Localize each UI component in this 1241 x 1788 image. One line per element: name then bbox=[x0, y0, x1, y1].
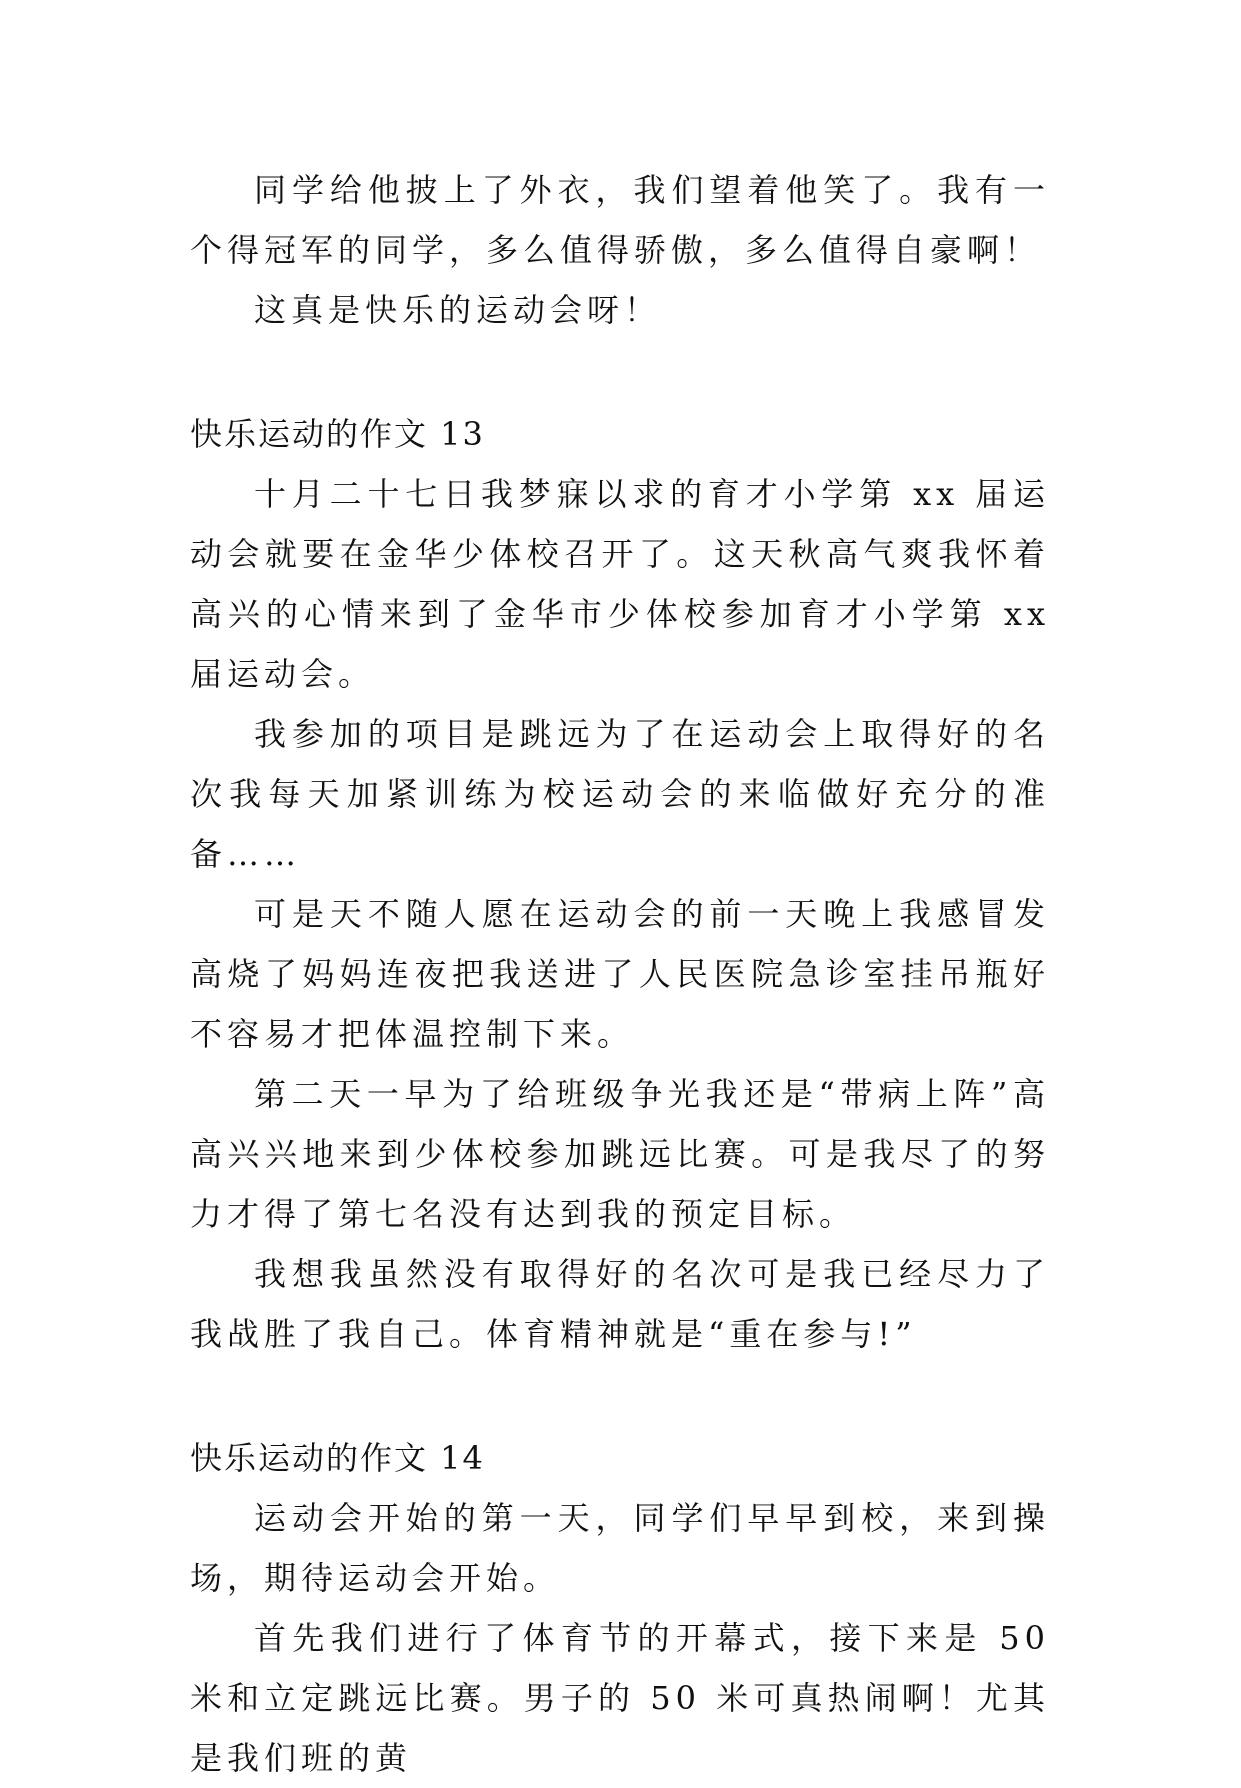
document-body bbox=[190, 160, 1050, 1788]
section-spacer bbox=[190, 340, 1050, 404]
section-title: 快乐运动的作文 14 bbox=[190, 1439, 485, 1477]
paragraph: 运动会开始的第一天，同学们早早到校，来到操场，期待运动会开始。 bbox=[190, 1499, 1050, 1597]
section-title: 快乐运动的作文 13 bbox=[190, 415, 485, 453]
paragraph: 同学给他披上了外衣，我们望着他笑了。我有一个得冠军的同学，多么值得骄傲，多么值得自豪啊！ bbox=[190, 171, 1050, 269]
paragraph: 首先我们进行了体育节的开幕式，接下来是 50 米和立定跳远比赛。男子的 50 米可真热闹啊！尤其是我们班的黄 bbox=[190, 1619, 1050, 1777]
section-spacer bbox=[190, 1364, 1050, 1428]
paragraph: 可是天不随人愿在运动会的前一天晚上我感冒发高烧了妈妈连夜把我送进了人民医院急诊室挂吊瓶好不容易才把体温控制下来。 bbox=[190, 895, 1050, 1053]
paragraph: 我参加的项目是跳远为了在运动会上取得好的名次我每天加紧训练为校运动会的来临做好充分的准备…… bbox=[190, 715, 1050, 873]
paragraph: 这真是快乐的运动会呀！ bbox=[254, 291, 662, 329]
paragraph: 第二天一早为了给班级争光我还是“带病上阵”高高兴兴地来到少体校参加跳远比赛。可是我尽了的努力才得了第七名没有达到我的预定目标。 bbox=[190, 1075, 1050, 1233]
paragraph: 十月二十七日我梦寐以求的育才小学第 xx 届运动会就要在金华少体校召开了。这天秋高气爽我怀着高兴的心情来到了金华市少体校参加育才小学第 xx 届运动会。 bbox=[190, 475, 1050, 693]
paragraph: 我想我虽然没有取得好的名次可是我已经尽力了我战胜了我自己。体育精神就是“重在参与!” bbox=[190, 1255, 1050, 1353]
